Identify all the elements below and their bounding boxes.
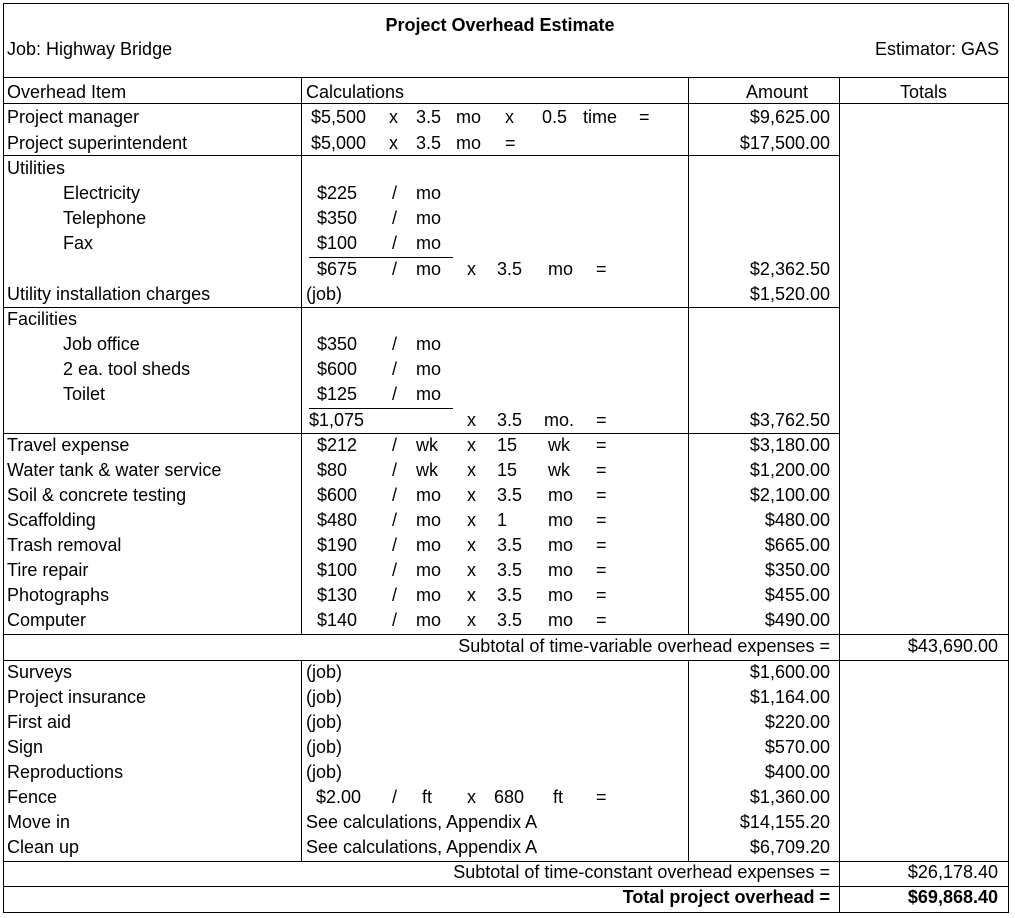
calculation-token: $480: [317, 510, 358, 530]
amount-value: $3,180.00: [749, 435, 830, 455]
section-divider: [3, 307, 839, 308]
amount-value: $220.00: [764, 712, 830, 732]
section-divider: [3, 155, 839, 156]
calculation-token: 15: [497, 435, 518, 455]
calculation-token: =: [596, 787, 607, 807]
overhead-item-label: Scaffolding: [7, 510, 96, 530]
calculation-token: $140: [317, 610, 358, 630]
amount-value: $1,520.00: [749, 284, 830, 304]
calculation-token: /: [392, 233, 398, 253]
calculation-token: /: [392, 485, 398, 505]
calculation-token: $2.00: [316, 787, 362, 807]
overhead-item-label: Fax: [63, 233, 94, 253]
calculation-token: x: [467, 560, 476, 580]
grand-total-value: $69,868.40: [907, 887, 998, 907]
calculation-token: =: [596, 485, 607, 505]
subtotal-value: $26,178.40: [907, 862, 998, 882]
overhead-item-label: Job office: [63, 334, 140, 354]
calculation-text: (job): [306, 712, 343, 732]
amount-value: $570.00: [764, 737, 830, 757]
calculation-token: x: [467, 510, 476, 530]
amount-value: $1,600.00: [749, 662, 830, 682]
calculation-token: x: [467, 460, 476, 480]
calculation-token: 680: [494, 787, 525, 807]
overhead-item-label: Sign: [7, 737, 44, 757]
calculation-text: (job): [306, 284, 343, 304]
calculation-token: x: [467, 435, 476, 455]
calculation-token: x: [389, 133, 398, 153]
overhead-item-label: Utility installation charges: [7, 284, 211, 304]
calculation-token: mo: [416, 535, 442, 555]
calculation-token: 1: [497, 510, 508, 530]
calculation-token: =: [596, 460, 607, 480]
calculation-token: mo: [416, 510, 442, 530]
overhead-item-label: Facilities: [7, 309, 78, 329]
calculation-token: x: [467, 585, 476, 605]
calculation-token: mo: [548, 259, 574, 279]
calculation-token: $125: [317, 384, 358, 404]
calculation-token: mo: [548, 510, 574, 530]
calculation-text: (job): [306, 687, 343, 707]
calculation-token: mo: [416, 384, 442, 404]
calculation-token: $600: [317, 359, 358, 379]
calculation-token: mo: [456, 107, 482, 127]
calculation-token: mo: [548, 560, 574, 580]
calculation-token: x: [467, 610, 476, 630]
calculation-token: mo: [416, 560, 442, 580]
calculation-token: ft: [422, 787, 433, 807]
calculation-token: $190: [317, 535, 358, 555]
calculation-token: /: [392, 334, 398, 354]
amount-value: $2,362.50: [749, 259, 830, 279]
item-column-rule: [301, 77, 302, 634]
calculation-token: $212: [317, 435, 358, 455]
calculation-token: mo: [416, 233, 442, 253]
subtotal-label: Subtotal of time-constant overhead expenses =: [453, 862, 830, 882]
calculation-token: mo: [548, 585, 574, 605]
calculation-token: $130: [317, 585, 358, 605]
calculation-token: =: [596, 535, 607, 555]
calculation-token: 15: [497, 460, 518, 480]
calculation-text: See calculations, Appendix A: [306, 812, 538, 832]
calculation-token: $600: [317, 485, 358, 505]
overhead-item-label: Toilet: [63, 384, 106, 404]
calculation-token: /: [392, 787, 398, 807]
calculation-token: x: [467, 535, 476, 555]
calculation-token: mo: [548, 610, 574, 630]
amount-value: $1,200.00: [749, 460, 830, 480]
calculation-token: =: [596, 585, 607, 605]
calculation-token: mo: [416, 585, 442, 605]
calculation-token: /: [392, 208, 398, 228]
calculation-token: $1,075: [309, 410, 365, 430]
calculation-token: wk: [416, 460, 438, 480]
calculation-token: wk: [548, 460, 570, 480]
calculation-token: mo: [416, 334, 442, 354]
column-header-item: Overhead Item: [7, 82, 127, 102]
amount-value: $2,100.00: [749, 485, 830, 505]
calculation-token: mo: [548, 535, 574, 555]
subtotal-label: Subtotal of time-variable overhead expenses =: [458, 636, 830, 656]
calculation-text: See calculations, Appendix A: [306, 837, 538, 857]
overhead-item-label: Project superintendent: [7, 133, 188, 153]
amount-value: $9,625.00: [749, 107, 830, 127]
calc-column-rule: [688, 77, 689, 634]
calculation-token: /: [392, 610, 398, 630]
calculation-token: mo: [456, 133, 482, 153]
overhead-item-label: Reproductions: [7, 762, 124, 782]
column-header-totals: Totals: [899, 82, 948, 102]
amount-value: $17,500.00: [739, 133, 830, 153]
overhead-item-label: Tire repair: [7, 560, 89, 580]
overhead-item-label: Electricity: [63, 183, 141, 203]
calculation-token: $100: [317, 560, 358, 580]
calculation-token: $5,000: [311, 133, 367, 153]
calculation-token: =: [596, 259, 607, 279]
amount-value: $490.00: [764, 610, 830, 630]
amount-value: $665.00: [764, 535, 830, 555]
calculation-token: mo: [548, 485, 574, 505]
calculation-token: wk: [416, 435, 438, 455]
calculation-token: $350: [317, 208, 358, 228]
calculation-token: =: [596, 435, 607, 455]
calculation-token: /: [392, 510, 398, 530]
calculation-token: x: [467, 787, 476, 807]
calculation-text: (job): [306, 762, 343, 782]
calculation-token: ft: [553, 787, 564, 807]
calculation-token: 3.5: [497, 485, 523, 505]
calculation-token: $350: [317, 334, 358, 354]
amount-value: $1,360.00: [749, 787, 830, 807]
calculation-token: =: [505, 133, 516, 153]
calculation-token: wk: [548, 435, 570, 455]
calculation-token: =: [596, 510, 607, 530]
calculation-token: mo: [416, 259, 442, 279]
calculation-token: =: [596, 560, 607, 580]
calculation-token: mo: [416, 183, 442, 203]
calculation-token: 3.5: [416, 107, 442, 127]
item-column-rule-lower: [301, 660, 302, 861]
calculation-token: 3.5: [497, 535, 523, 555]
estimator-label: Estimator: GAS: [874, 39, 999, 59]
overhead-item-label: Soil & concrete testing: [7, 485, 187, 505]
calculation-token: mo: [416, 208, 442, 228]
calculation-token: /: [392, 359, 398, 379]
calculation-token: mo.: [544, 410, 575, 430]
calculation-token: /: [392, 384, 398, 404]
calculation-token: x: [467, 410, 476, 430]
calculation-token: $80: [317, 460, 348, 480]
overhead-item-label: Photographs: [7, 585, 110, 605]
grand-total-label: Total project overhead =: [622, 887, 830, 907]
amount-value: $3,762.50: [749, 410, 830, 430]
calculation-token: mo: [416, 610, 442, 630]
calculation-token: mo: [416, 359, 442, 379]
calculation-token: x: [467, 485, 476, 505]
overhead-item-label: First aid: [7, 712, 72, 732]
calculation-token: 3.5: [497, 259, 523, 279]
calculation-token: mo: [416, 485, 442, 505]
column-header-divider: [3, 103, 1009, 104]
calculation-token: 3.5: [497, 585, 523, 605]
overhead-item-label: Utilities: [7, 158, 66, 178]
job-label: Job: Highway Bridge: [7, 39, 173, 59]
overhead-item-label: Trash removal: [7, 535, 122, 555]
calculation-token: /: [392, 535, 398, 555]
calculation-text: (job): [306, 662, 343, 682]
calculation-token: x: [505, 107, 514, 127]
calculation-token: /: [392, 460, 398, 480]
header-divider: [3, 77, 1009, 78]
amount-value: $455.00: [764, 585, 830, 605]
overhead-item-label: Move in: [7, 812, 71, 832]
amount-value: $350.00: [764, 560, 830, 580]
calculation-token: $675: [317, 259, 358, 279]
calculation-token: =: [639, 107, 650, 127]
amount-value: $14,155.20: [739, 812, 830, 832]
overhead-item-label: Project manager: [7, 107, 140, 127]
calculation-token: $100: [317, 233, 358, 253]
calculation-token: time: [583, 107, 618, 127]
overhead-item-label: 2 ea. tool sheds: [63, 359, 191, 379]
calculation-token: 3.5: [416, 133, 442, 153]
overhead-item-label: Surveys: [7, 662, 73, 682]
calculation-token: /: [392, 560, 398, 580]
overhead-item-label: Telephone: [63, 208, 147, 228]
calculation-token: x: [467, 259, 476, 279]
overhead-item-label: Project insurance: [7, 687, 147, 707]
calculation-token: /: [392, 585, 398, 605]
page-title: Project Overhead Estimate: [385, 15, 615, 35]
amount-value: $400.00: [764, 762, 830, 782]
calculation-token: =: [596, 410, 607, 430]
section-divider: [3, 660, 1009, 661]
calculation-text: (job): [306, 737, 343, 757]
calculation-token: /: [392, 183, 398, 203]
calculation-token: =: [596, 610, 607, 630]
column-header-amount: Amount: [745, 82, 808, 102]
column-header-calculations: Calculations: [306, 82, 405, 102]
calculation-token: 3.5: [497, 410, 523, 430]
calculation-token: x: [389, 107, 398, 127]
subtotal-value: $43,690.00: [907, 636, 998, 656]
calculation-token: 3.5: [497, 610, 523, 630]
calculation-token: /: [392, 435, 398, 455]
calculation-token: $225: [317, 183, 358, 203]
calculation-token: /: [392, 259, 398, 279]
calc-column-rule-lower: [688, 660, 689, 861]
overhead-item-label: Travel expense: [7, 435, 130, 455]
amount-column-rule: [839, 77, 840, 913]
overhead-item-label: Clean up: [7, 837, 80, 857]
calculation-token: 0.5: [542, 107, 568, 127]
calculation-token: $5,500: [311, 107, 367, 127]
overhead-item-label: Computer: [7, 610, 87, 630]
amount-value: $1,164.00: [749, 687, 830, 707]
overhead-item-label: Water tank & water service: [7, 460, 222, 480]
amount-value: $6,709.20: [749, 837, 830, 857]
overhead-item-label: Fence: [7, 787, 58, 807]
amount-value: $480.00: [764, 510, 830, 530]
calculation-token: 3.5: [497, 560, 523, 580]
